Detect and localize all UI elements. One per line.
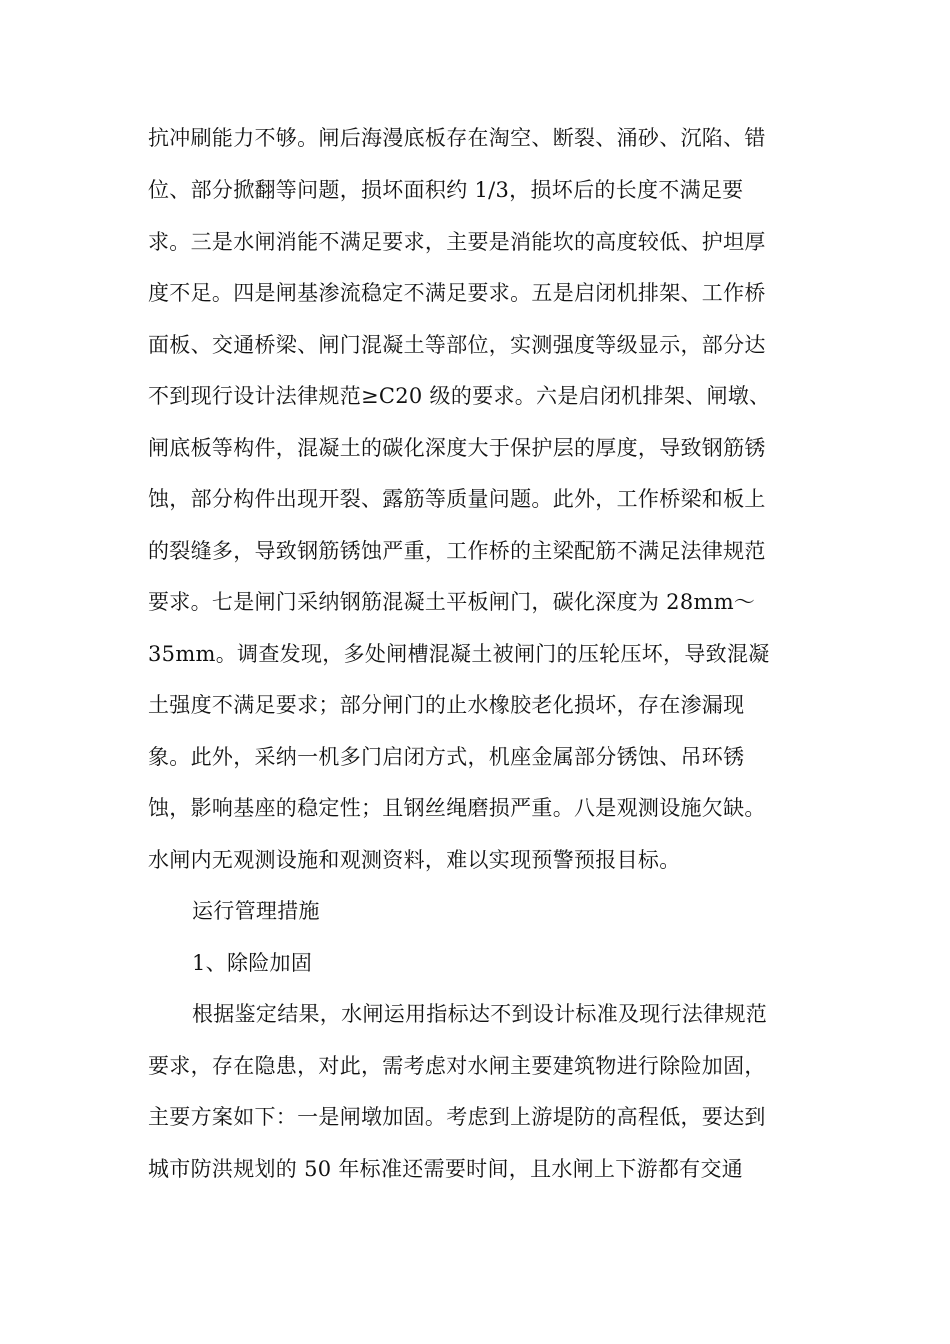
paragraph-line: 土强度不满足要求；部分闸门的止水橡胶老化损坏，存在渗漏现 [148,693,745,717]
paragraph-line: 抗冲刷能力不够。闸后海漫底板存在淘空、断裂、涌砂、沉陷、错 [148,126,766,150]
paragraph-line: 35mm。调查发现，多处闸槽混凝土被闸门的压轮压坏，导致混凝 [148,642,770,666]
paragraph-line: 求。三是水闸消能不满足要求，主要是消能坎的高度较低、护坦厚 [148,230,766,254]
section-heading: 运行管理措施 [192,899,320,923]
paragraph-line: 闸底板等构件，混凝土的碳化深度大于保护层的厚度，导致钢筋锈 [148,436,766,460]
paragraph-line: 要求，存在隐患，对此，需考虑对水闸主要建筑物进行除险加固， [148,1054,766,1078]
paragraph-line: 城市防洪规划的 50 年标准还需要时间，且水闸上下游都有交通 [148,1157,744,1181]
paragraph-line: 根据鉴定结果，水闸运用指标达不到设计标准及现行法律规范 [192,1002,768,1026]
paragraph-line: 水闸内无观测设施和观测资料，难以实现预警预报目标。 [148,848,681,872]
paragraph-line: 位、部分掀翻等问题，损坏面积约 1/3，损坏后的长度不满足要 [148,178,744,202]
paragraph-line: 的裂缝多，导致钢筋锈蚀严重，工作桥的主梁配筋不满足法律规范 [148,539,766,563]
paragraph-line: 蚀，部分构件出现开裂、露筋等质量问题。此外，工作桥梁和板上 [148,487,766,511]
paragraph-line: 不到现行设计法律规范≥C20 级的要求。六是启闭机排架、闸墩、 [148,384,771,408]
paragraph-line: 度不足。四是闸基渗流稳定不满足要求。五是启闭机排架、工作桥 [148,281,766,305]
paragraph-line: 蚀，影响基座的稳定性；且钢丝绳磨损严重。八是观测设施欠缺。 [148,796,766,820]
paragraph-line: 要求。七是闸门采纳钢筋混凝土平板闸门，碳化深度为 28mm～ [148,590,756,614]
paragraph-line: 象。此外，采纳一机多门启闭方式，机座金属部分锈蚀、吊环锈 [148,745,745,769]
paragraph-line: 主要方案如下：一是闸墩加固。考虑到上游堤防的高程低，要达到 [148,1105,766,1129]
paragraph-line: 面板、交通桥梁、闸门混凝土等部位，实测强度等级显示，部分达 [148,333,766,357]
subsection-heading: 1、除险加固 [192,951,313,975]
